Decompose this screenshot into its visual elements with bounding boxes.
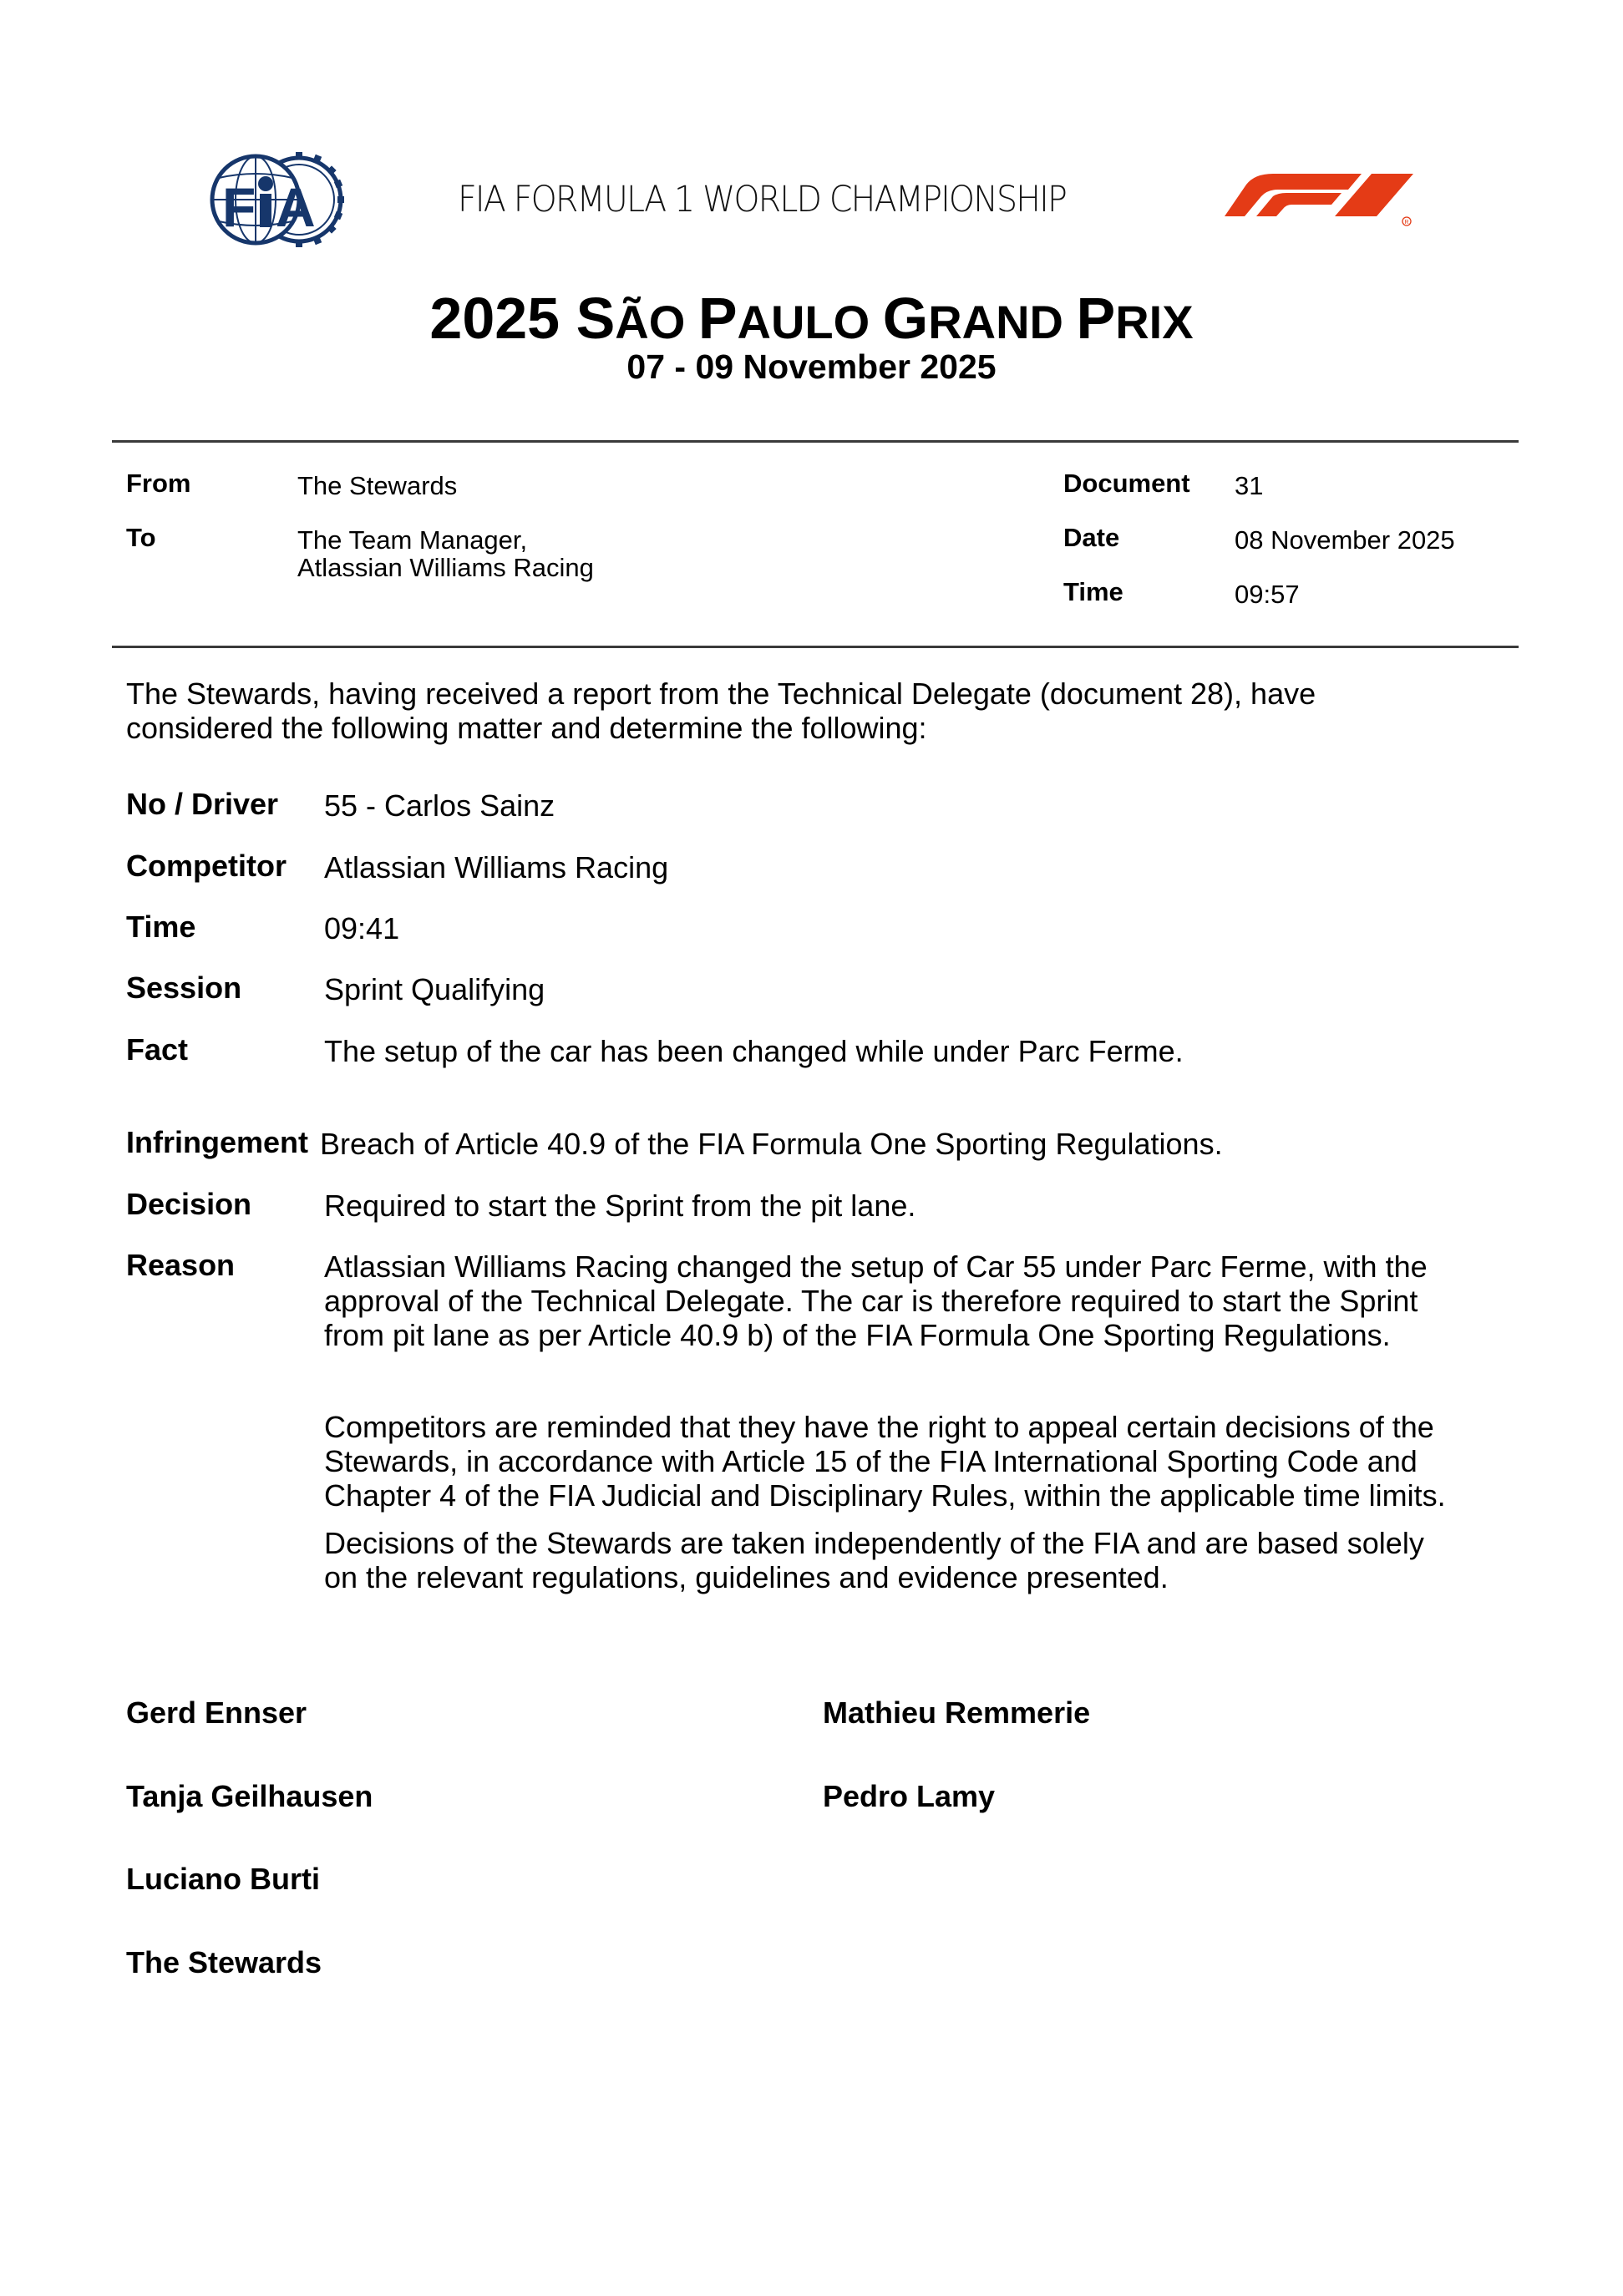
signatory-name: Luciano Burti [126,1862,320,1896]
time-label: Time [1063,577,1123,606]
reason-line: Atlassian Williams Racing changed the setup of Car 55 under Parc Ferme, with the [324,1249,1428,1284]
top-divider [112,440,1519,443]
independence-line: on the relevant regulations, guidelines and evidence presented. [324,1560,1169,1594]
fia-logo [207,149,349,251]
infringement-value: Breach of Article 40.9 of the FIA Formula One Sporting Regulations. [320,1127,1223,1161]
reason-text [324,1249,1510,1352]
appeal-line: Competitors are reminded that they have the right to appeal certain decisions of the [324,1410,1434,1444]
decision-value: Required to start the Sprint from the pit lane. [324,1189,916,1223]
appeal-line: Stewards, in accordance with Article 15 of the FIA International Sporting Code and [324,1444,1418,1478]
session-value: Sprint Qualifying [324,972,545,1006]
competitor-value: Atlassian Williams Racing [324,850,669,884]
bottom-divider [112,646,1519,648]
reason-label: Reason [126,1248,236,1282]
f1-logo [1221,171,1422,230]
svg-text:R: R [1404,220,1409,226]
intro-paragraph [126,677,1421,745]
time-value: 09:57 [1235,580,1300,609]
event-title: 2025 SÃO PAULO GRAND PRIX [429,286,1194,351]
driver-label: No / Driver [126,787,279,821]
signatory-footer: The Stewards [126,1945,322,1979]
signatory-name: Pedro Lamy [823,1779,996,1813]
reason-line: from pit lane as per Article 40.9 b) of the FIA Formula One Sporting Regulations. [324,1318,1391,1352]
document-number: 31 [1235,471,1264,500]
from-label: From [126,469,191,498]
from-value: The Stewards [297,471,458,500]
event-dates: 07 - 09 November 2025 [626,347,997,386]
to-value-line2: Atlassian Williams Racing [297,553,594,582]
infringement-label: Infringement [126,1125,309,1159]
fact-label: Fact [126,1032,189,1067]
signatory-name: Mathieu Remmerie [823,1695,1091,1730]
to-label: To [126,523,156,552]
to-value-line1: The Team Manager, [297,525,528,555]
incident-time-value: 09:41 [324,911,400,945]
date-value: 08 November 2025 [1235,525,1455,555]
appeal-line: Chapter 4 of the FIA Judicial and Disciplinary Rules, within the applicable time limits. [324,1478,1446,1513]
document-label: Document [1063,469,1190,498]
signatory-name: Gerd Ennser [126,1695,307,1730]
driver-value: 55 - Carlos Sainz [324,788,555,823]
championship-title: FIA FORMULA 1 WORLD CHAMPIONSHIP [458,179,1066,220]
decision-label: Decision [126,1187,252,1221]
signatory-name: Tanja Geilhausen [126,1779,373,1813]
session-label: Session [126,971,242,1005]
fia-globe-icon [207,149,349,251]
competitor-label: Competitor [126,849,287,883]
svg-text:F: F [222,176,256,238]
f1-logo-icon [1221,171,1422,230]
date-label: Date [1063,523,1120,552]
intro-line: considered the following matter and determine the following: [126,711,927,745]
fact-value: The setup of the car has been changed while under Parc Ferme. [324,1034,1184,1068]
appeal-notice [324,1410,1510,1513]
intro-line: The Stewards, having received a report from the Technical Delegate (document 28), have [126,677,1316,711]
independence-notice [324,1526,1510,1594]
independence-line: Decisions of the Stewards are taken independently of the FIA and are based solely [324,1526,1424,1560]
incident-time-label: Time [126,910,196,944]
reason-line: approval of the Technical Delegate. The car is therefore required to start the Sprint [324,1284,1418,1318]
svg-text:A: A [276,176,316,238]
